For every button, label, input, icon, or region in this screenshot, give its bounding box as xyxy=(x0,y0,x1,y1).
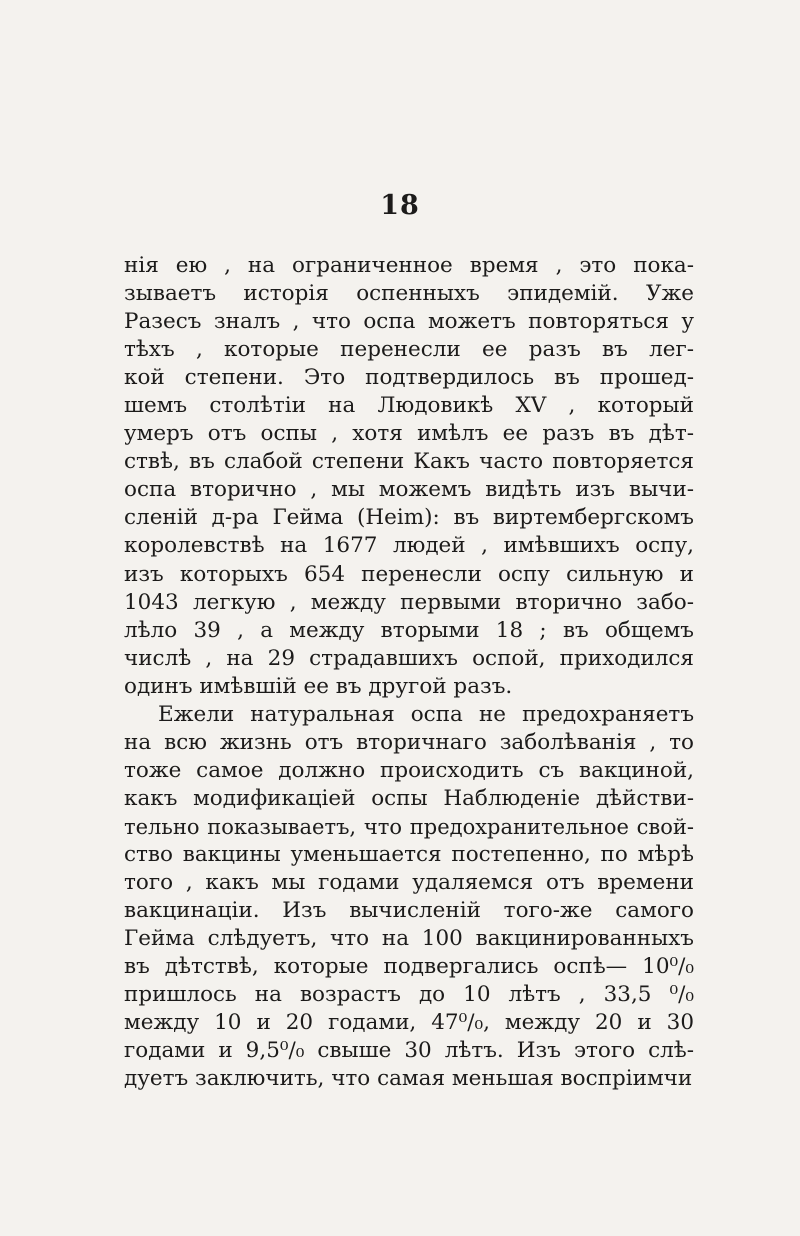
text-line: Ежели натуральная оспа не предохраняетъ xyxy=(158,701,694,727)
text-line: въ дѣтствѣ, которые подвергались оспѣ— 10⁰/₀ xyxy=(124,954,694,980)
text-line: умеръ отъ оспы , хотя имѣлъ ее разъ въ дѣт- xyxy=(124,421,694,447)
text-line: кой степени. Это подтвердилось въ прошед- xyxy=(124,365,694,391)
text-line: вакцинаціи. Изъ вычисленій того-же самого xyxy=(124,898,694,924)
text-line: тоже самое должно происходить съ вакциной, xyxy=(124,757,694,783)
text-line: сленій д-ра Гейма (Heim): въ виртембергскомъ xyxy=(124,505,694,531)
text-line: оспа вторично , мы можемъ видѣть изъ вычи- xyxy=(124,477,694,503)
page-number: 18 xyxy=(380,190,420,221)
text-line: нія ею , на ограниченное время , это пока- xyxy=(124,253,694,278)
text-line: ство вакцины уменьшается постепенно, по мѣрѣ xyxy=(124,841,694,867)
text-line: ствѣ, въ слабой степени Какъ часто повторяется xyxy=(124,449,694,475)
text-line: дуетъ заключить, что самая меньшая воспріимчи xyxy=(124,1066,693,1092)
text-line: того , какъ мы годами удаляемся отъ времени xyxy=(124,870,694,896)
text-line: изъ которыхъ 654 перенесли оспу сильную и xyxy=(124,561,694,587)
text-line: годами и 9,5⁰/₀ свыше 30 лѣтъ. Изъ этого слѣ- xyxy=(124,1038,694,1064)
text-line: числѣ , на 29 страдавшихъ оспой, приходился xyxy=(124,645,694,671)
text-line: какъ модификаціей оспы Наблюденіе дѣйстви- xyxy=(124,785,694,811)
text-line: между 10 и 20 годами, 47⁰/₀, между 20 и 30 xyxy=(124,1010,694,1036)
text-line: королевствѣ на 1677 людей , имѣвшихъ оспу, xyxy=(124,533,694,559)
text-line: Гейма слѣдуетъ, что на 100 вакцинированныхъ xyxy=(124,926,694,952)
text-line: тѣхъ , которые перенесли ее разъ въ лег- xyxy=(124,337,694,363)
text-line: 1043 легкую , между первыми вторично забо- xyxy=(124,589,694,615)
text-line: шемъ столѣтіи на Людовикѣ XV , который xyxy=(124,393,694,419)
text-line: пришлось на возрастъ до 10 лѣтъ , 33,5 ⁰/₀ xyxy=(124,982,694,1008)
text-line: одинъ имѣвшій ее въ другой разъ. xyxy=(124,673,513,699)
text-line: тельно показываетъ, что предохранительное свой- xyxy=(124,814,694,839)
text-line: на всю жизнь отъ вторичнаго заболѣванія , то xyxy=(124,729,694,755)
text-line: лѣло 39 , а между вторыми 18 ; въ общемъ xyxy=(124,617,694,643)
body-text xyxy=(124,252,694,1093)
text-line: зываетъ исторія оспенныхъ эпидемій. Уже xyxy=(124,281,694,307)
text-line: Разесъ зналъ , что оспа можетъ повторяться у xyxy=(124,309,694,335)
